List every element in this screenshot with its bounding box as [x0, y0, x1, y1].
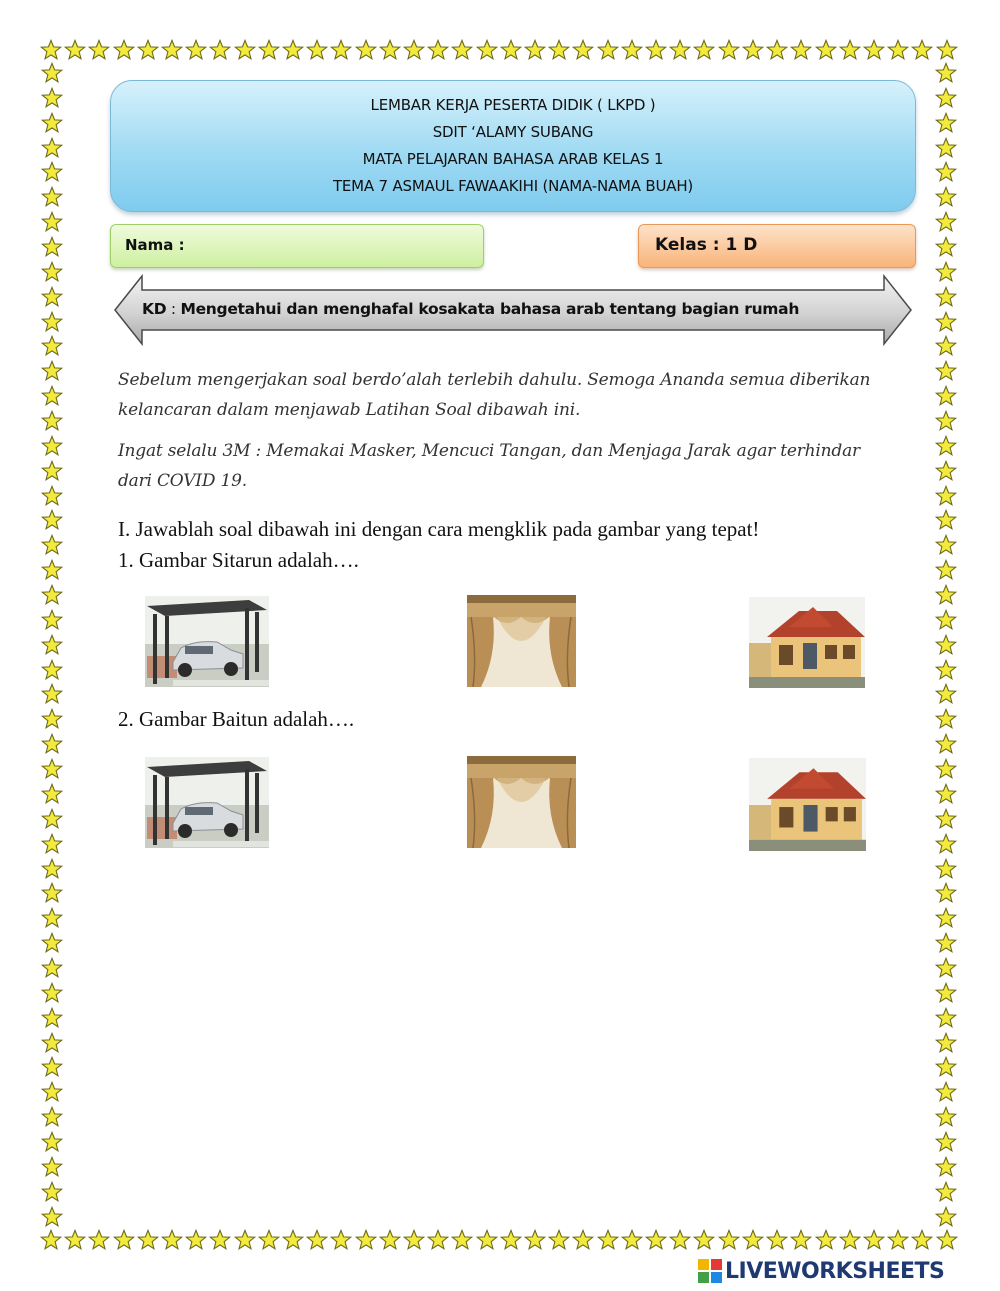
q1-option-house-image[interactable]: [749, 597, 865, 688]
question-1-text: 1. Gambar Sitarun adalah….: [118, 548, 359, 572]
star-icon: [41, 1081, 63, 1103]
star-icon: [41, 137, 63, 159]
liveworksheets-logo-icon: [698, 1259, 722, 1283]
star-icon: [306, 1229, 328, 1251]
star-icon: [476, 1229, 498, 1251]
star-icon: [41, 982, 63, 1004]
star-icon: [935, 186, 957, 208]
liveworksheets-logo: [698, 1257, 944, 1285]
star-icon: [427, 1229, 449, 1251]
class-box: [638, 224, 916, 268]
worksheet-header: [110, 80, 916, 212]
star-icon: [41, 435, 63, 457]
star-icon: [258, 1229, 280, 1251]
star-icon: [113, 39, 135, 61]
star-icon: [863, 39, 885, 61]
star-icon: [863, 1229, 885, 1251]
star-border-top: [40, 38, 958, 62]
star-icon: [41, 1032, 63, 1054]
name-field[interactable]: [110, 224, 484, 268]
star-icon: [935, 62, 957, 84]
star-icon: [815, 1229, 837, 1251]
star-icon: [258, 39, 280, 61]
star-icon: [41, 286, 63, 308]
star-icon: [935, 808, 957, 830]
star-icon: [41, 1056, 63, 1078]
star-icon: [935, 286, 957, 308]
star-icon: [161, 1229, 183, 1251]
star-icon: [839, 1229, 861, 1251]
star-icon: [935, 1106, 957, 1128]
star-icon: [476, 39, 498, 61]
star-icon: [41, 1131, 63, 1153]
star-icon: [379, 1229, 401, 1251]
star-icon: [41, 609, 63, 631]
star-icon: [935, 1181, 957, 1203]
star-icon: [935, 137, 957, 159]
star-icon: [403, 39, 425, 61]
star-icon: [41, 559, 63, 581]
star-icon: [41, 1156, 63, 1178]
star-icon: [41, 907, 63, 929]
star-icon: [935, 460, 957, 482]
star-icon: [742, 39, 764, 61]
star-icon: [41, 932, 63, 954]
q2-option-carport-image[interactable]: [145, 757, 269, 848]
star-icon: [935, 758, 957, 780]
star-icon: [935, 534, 957, 556]
liveworksheets-logo-text: LIVEWORKSHEETS: [725, 1258, 945, 1284]
star-icon: [935, 1032, 957, 1054]
star-icon: [185, 1229, 207, 1251]
star-icon: [645, 1229, 667, 1251]
star-icon: [64, 39, 86, 61]
star-icon: [935, 435, 957, 457]
star-icon: [935, 485, 957, 507]
star-icon: [41, 808, 63, 830]
star-icon: [41, 758, 63, 780]
star-icon: [935, 609, 957, 631]
star-icon: [41, 410, 63, 432]
star-icon: [41, 211, 63, 233]
star-icon: [41, 634, 63, 656]
star-icon: [935, 87, 957, 109]
star-icon: [41, 261, 63, 283]
star-icon: [161, 39, 183, 61]
star-icon: [935, 783, 957, 805]
star-icon: [451, 39, 473, 61]
star-border-right: [934, 62, 958, 1228]
star-icon: [500, 39, 522, 61]
star-icon: [41, 360, 63, 382]
class-label: Kelas : 1 D: [655, 235, 758, 255]
star-icon: [500, 1229, 522, 1251]
intro-prayer-text: Sebelum mengerjakan soal berdo’alah terlebih dahulu. Semoga Ananda semua diberikan kelancaran dalam menjawab Latihan Soal dibawah ini.: [118, 370, 871, 420]
star-icon: [41, 858, 63, 880]
star-icon: [41, 1007, 63, 1029]
star-icon: [935, 1156, 957, 1178]
star-icon: [41, 833, 63, 855]
star-icon: [669, 39, 691, 61]
star-icon: [935, 509, 957, 531]
star-icon: [41, 335, 63, 357]
star-icon: [330, 39, 352, 61]
star-icon: [548, 1229, 570, 1251]
star-icon: [41, 534, 63, 556]
star-icon: [41, 1106, 63, 1128]
star-icon: [41, 236, 63, 258]
star-icon: [209, 1229, 231, 1251]
star-icon: [113, 1229, 135, 1251]
star-icon: [935, 659, 957, 681]
star-icon: [935, 683, 957, 705]
star-icon: [935, 311, 957, 333]
star-icon: [935, 882, 957, 904]
star-icon: [766, 1229, 788, 1251]
star-icon: [41, 112, 63, 134]
star-icon: [41, 161, 63, 183]
star-icon: [669, 1229, 691, 1251]
star-icon: [41, 683, 63, 705]
star-icon: [427, 39, 449, 61]
star-icon: [451, 1229, 473, 1251]
star-icon: [306, 39, 328, 61]
intro-3m-text: Ingat selalu 3M : Memakai Masker, Mencuci Tangan, dan Menjaga Jarak agar terhindar dari COVID 19.: [118, 441, 860, 491]
star-icon: [41, 957, 63, 979]
star-border-left: [40, 62, 64, 1228]
star-icon: [41, 385, 63, 407]
star-icon: [40, 1229, 62, 1251]
star-icon: [935, 708, 957, 730]
star-icon: [935, 584, 957, 606]
star-icon: [41, 783, 63, 805]
star-icon: [935, 236, 957, 258]
star-icon: [64, 1229, 86, 1251]
star-icon: [742, 1229, 764, 1251]
star-icon: [621, 1229, 643, 1251]
star-icon: [935, 907, 957, 929]
star-icon: [572, 1229, 594, 1251]
star-icon: [572, 39, 594, 61]
star-icon: [935, 932, 957, 954]
q2-option-curtain-image[interactable]: [467, 756, 576, 848]
star-icon: [935, 833, 957, 855]
star-icon: [935, 161, 957, 183]
question-2-text: 2. Gambar Baitun adalah….: [118, 707, 355, 731]
star-icon: [935, 335, 957, 357]
star-icon: [935, 1007, 957, 1029]
star-icon: [935, 1081, 957, 1103]
star-icon: [41, 584, 63, 606]
star-icon: [41, 485, 63, 507]
star-icon: [137, 39, 159, 61]
star-icon: [935, 112, 957, 134]
header-title: LEMBAR KERJA PESERTA DIDIK ( LKPD ): [370, 96, 656, 114]
star-icon: [935, 634, 957, 656]
star-icon: [935, 261, 957, 283]
star-icon: [524, 39, 546, 61]
instruction-text: I. Jawablah soal dibawah ini dengan cara mengklik pada gambar yang tepat!: [118, 517, 760, 541]
star-icon: [355, 1229, 377, 1251]
star-icon: [41, 311, 63, 333]
star-icon: [935, 1131, 957, 1153]
kd-text: Mengetahui dan menghafal kosakata bahasa arab tentang bagian rumah: [180, 300, 800, 318]
star-icon: [234, 39, 256, 61]
star-icon: [41, 186, 63, 208]
star-icon: [88, 1229, 110, 1251]
star-icon: [234, 1229, 256, 1251]
star-icon: [88, 39, 110, 61]
star-icon: [790, 39, 812, 61]
header-subject: MATA PELAJARAN BAHASA ARAB KELAS 1: [362, 150, 664, 168]
star-icon: [935, 858, 957, 880]
star-icon: [718, 39, 740, 61]
star-icon: [935, 1206, 957, 1228]
star-icon: [185, 39, 207, 61]
star-icon: [935, 385, 957, 407]
star-icon: [935, 1056, 957, 1078]
star-icon: [41, 708, 63, 730]
star-icon: [355, 39, 377, 61]
star-icon: [935, 957, 957, 979]
star-icon: [524, 1229, 546, 1251]
star-icon: [621, 39, 643, 61]
header-school: SDIT ‘ALAMY SUBANG: [432, 123, 594, 141]
q1-option-carport-image[interactable]: [145, 596, 269, 687]
star-icon: [935, 211, 957, 233]
kd-statement: [142, 300, 799, 318]
star-icon: [41, 1206, 63, 1228]
star-icon: [935, 410, 957, 432]
star-icon: [693, 1229, 715, 1251]
header-theme: TEMA 7 ASMAUL FAWAAKIHI (NAMA-NAMA BUAH): [332, 177, 694, 195]
star-icon: [935, 733, 957, 755]
star-icon: [379, 39, 401, 61]
star-icon: [911, 39, 933, 61]
star-icon: [282, 1229, 304, 1251]
star-icon: [41, 1181, 63, 1203]
star-icon: [41, 509, 63, 531]
star-icon: [41, 882, 63, 904]
star-icon: [41, 87, 63, 109]
star-border-bottom: [40, 1228, 958, 1252]
star-icon: [935, 982, 957, 1004]
star-icon: [645, 39, 667, 61]
star-icon: [887, 1229, 909, 1251]
star-icon: [718, 1229, 740, 1251]
star-icon: [403, 1229, 425, 1251]
star-icon: [282, 39, 304, 61]
kd-colon: :: [166, 300, 181, 318]
star-icon: [790, 1229, 812, 1251]
star-icon: [815, 39, 837, 61]
q2-option-house-image[interactable]: [749, 758, 866, 851]
star-icon: [766, 39, 788, 61]
star-icon: [330, 1229, 352, 1251]
star-icon: [41, 460, 63, 482]
star-icon: [936, 39, 958, 61]
kd-prefix: KD: [142, 300, 167, 318]
star-icon: [40, 39, 62, 61]
star-icon: [137, 1229, 159, 1251]
star-icon: [41, 62, 63, 84]
q1-option-curtain-image[interactable]: [467, 595, 576, 687]
star-icon: [209, 39, 231, 61]
star-icon: [41, 733, 63, 755]
star-icon: [548, 39, 570, 61]
star-icon: [839, 39, 861, 61]
star-icon: [693, 39, 715, 61]
star-icon: [887, 39, 909, 61]
star-icon: [936, 1229, 958, 1251]
star-icon: [597, 39, 619, 61]
star-icon: [935, 559, 957, 581]
name-label: Nama :: [125, 236, 185, 254]
star-icon: [597, 1229, 619, 1251]
star-icon: [935, 360, 957, 382]
star-icon: [911, 1229, 933, 1251]
star-icon: [41, 659, 63, 681]
